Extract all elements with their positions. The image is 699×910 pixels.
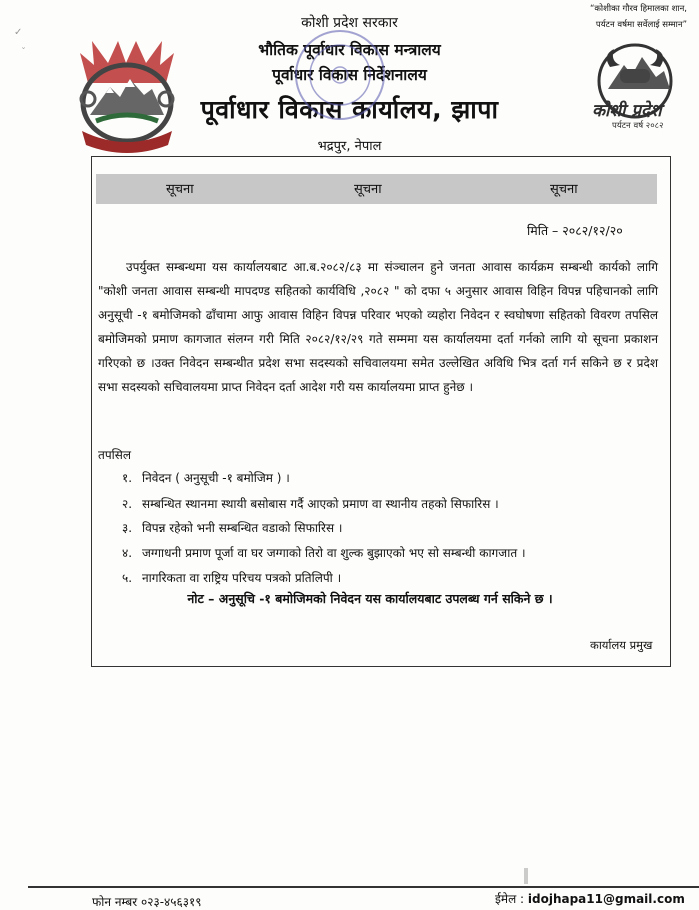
koshi-logo-wordmark: कोशी प्रदेश [592, 101, 662, 121]
footer-email [495, 890, 685, 907]
notice-heading-center: सूचना [354, 182, 382, 197]
list-item-number: ४. [122, 546, 133, 560]
list-item [122, 519, 342, 536]
list-item-number: ३. [122, 521, 133, 535]
koshi-logo-year: पर्यटन वर्ष २०८२ [612, 121, 664, 131]
list-item-text: सम्बन्धित स्थानमा स्थायी बसोबास गर्दै आएको प्रमाण वा स्थानीय तहको सिफारिस । [142, 497, 499, 511]
notice-body: उपर्युक्त सम्बन्धमा यस कार्यालयबाट आ.ब.२०८२/८३ मा संञ्चालन हुने जनता आवास कार्यक्रम सम्बन्धी कार्यको लागि "कोशी जनता आवास सम्बन्धी मापदण्ड सहितको कार्यविधि ,२०८२ " को दफा ५ अनुसार आवास विहिन विपन्न पहिचानको लागि अनुसूची -१ बमोजिमको ढाँचामा आफु आवास विहिन विपन्न परिवार भएको व्यहोरा निवेदन र स्वघोषणा सहितको विवरण तपसिल बमोजिमको प्रमाण कागजात संलग्न गरी मिति २०८२/१२/२९ गते सम्ममा यस कार्यालयमा दर्ता गर्नको लागि यो सूचना प्रकाशन गरिएको छ ।उक्त निवेदन सम्बन्धीत प्रदेश सभा सदस्यको सचिवालयमा समेत उल्लेखित अविधि भित्र दर्ता गर्न सकिने छ र प्रदेश सभा सदस्यको सचिवालयमा प्राप्त निवेदन दर्ता आदेश गरी यस कार्यालयमा प्राप्त हुनेछ । [98, 260, 658, 394]
scan-mark [524, 868, 528, 884]
list-item-text: निवेदन ( अनुसूची -१ बमोजिम ) । [142, 471, 290, 485]
notice-heading-left: सूचना [166, 182, 194, 197]
signatory: कार्यालय प्रमुख [590, 638, 653, 652]
list-heading: तपसिल [98, 448, 132, 462]
corner-mark: ✓ [14, 27, 23, 38]
list-item-text: विपन्न रहेको भनी सम्बन्धित वडाको सिफारिस । [142, 521, 343, 535]
office-location: भद्रपुर, नेपाल [317, 139, 382, 154]
notice-date: मिति – २०८२/१२/२० [527, 223, 623, 238]
ministry-name: भौतिक पूर्वाधार विकास मन्त्रालय [258, 41, 441, 59]
office-seal-icon [292, 27, 388, 123]
slogan-line-2: पर्यटन वर्षमा सर्वेलाई सम्मान” [595, 20, 687, 30]
notice-note: नोट – अनुसूचि -१ बमोजिमको निवेदन यस कार्यालयबाट उपलब्ध गर्न सकिने छ । [187, 591, 553, 606]
notice-heading-bar [96, 174, 657, 204]
government-name: कोशी प्रदेश सरकार [301, 15, 398, 31]
side-mark: ˇ [21, 47, 26, 58]
footer-divider [28, 886, 699, 888]
list-item [122, 544, 526, 561]
list-item [122, 569, 341, 586]
slogan-line-1: “कोशीका गौरव हिमालका शान, [589, 4, 687, 14]
list-item-text: नागरिकता वा राष्ट्रिय परिचय पत्रको प्रतिलिपी । [142, 571, 342, 585]
email-label: ईमेल : [495, 892, 528, 906]
footer-phone: फोन नम्बर ०२३-४५६३१९ [92, 895, 202, 909]
nepal-emblem-icon [68, 35, 186, 155]
list-item [122, 469, 290, 486]
directorate-name: पूर्वाधार विकास निर्देशनालय [272, 66, 427, 84]
list-item-number: १. [122, 471, 133, 485]
office-title: पूर्वाधार विकास कार्यालय, झापा [200, 95, 499, 124]
list-item-text: जग्गाधनी प्रमाण पूर्जा वा घर जग्गाको तिरो वा शुल्क बुझाएको भए सो सम्बन्धी कागजात । [142, 546, 526, 560]
email-link[interactable]: idojhapa11@gmail.com [527, 892, 685, 906]
notice-heading-right: सूचना [550, 182, 578, 197]
list-item-number: ५. [122, 571, 133, 585]
list-item [122, 495, 499, 512]
list-item-number: २. [122, 497, 133, 511]
